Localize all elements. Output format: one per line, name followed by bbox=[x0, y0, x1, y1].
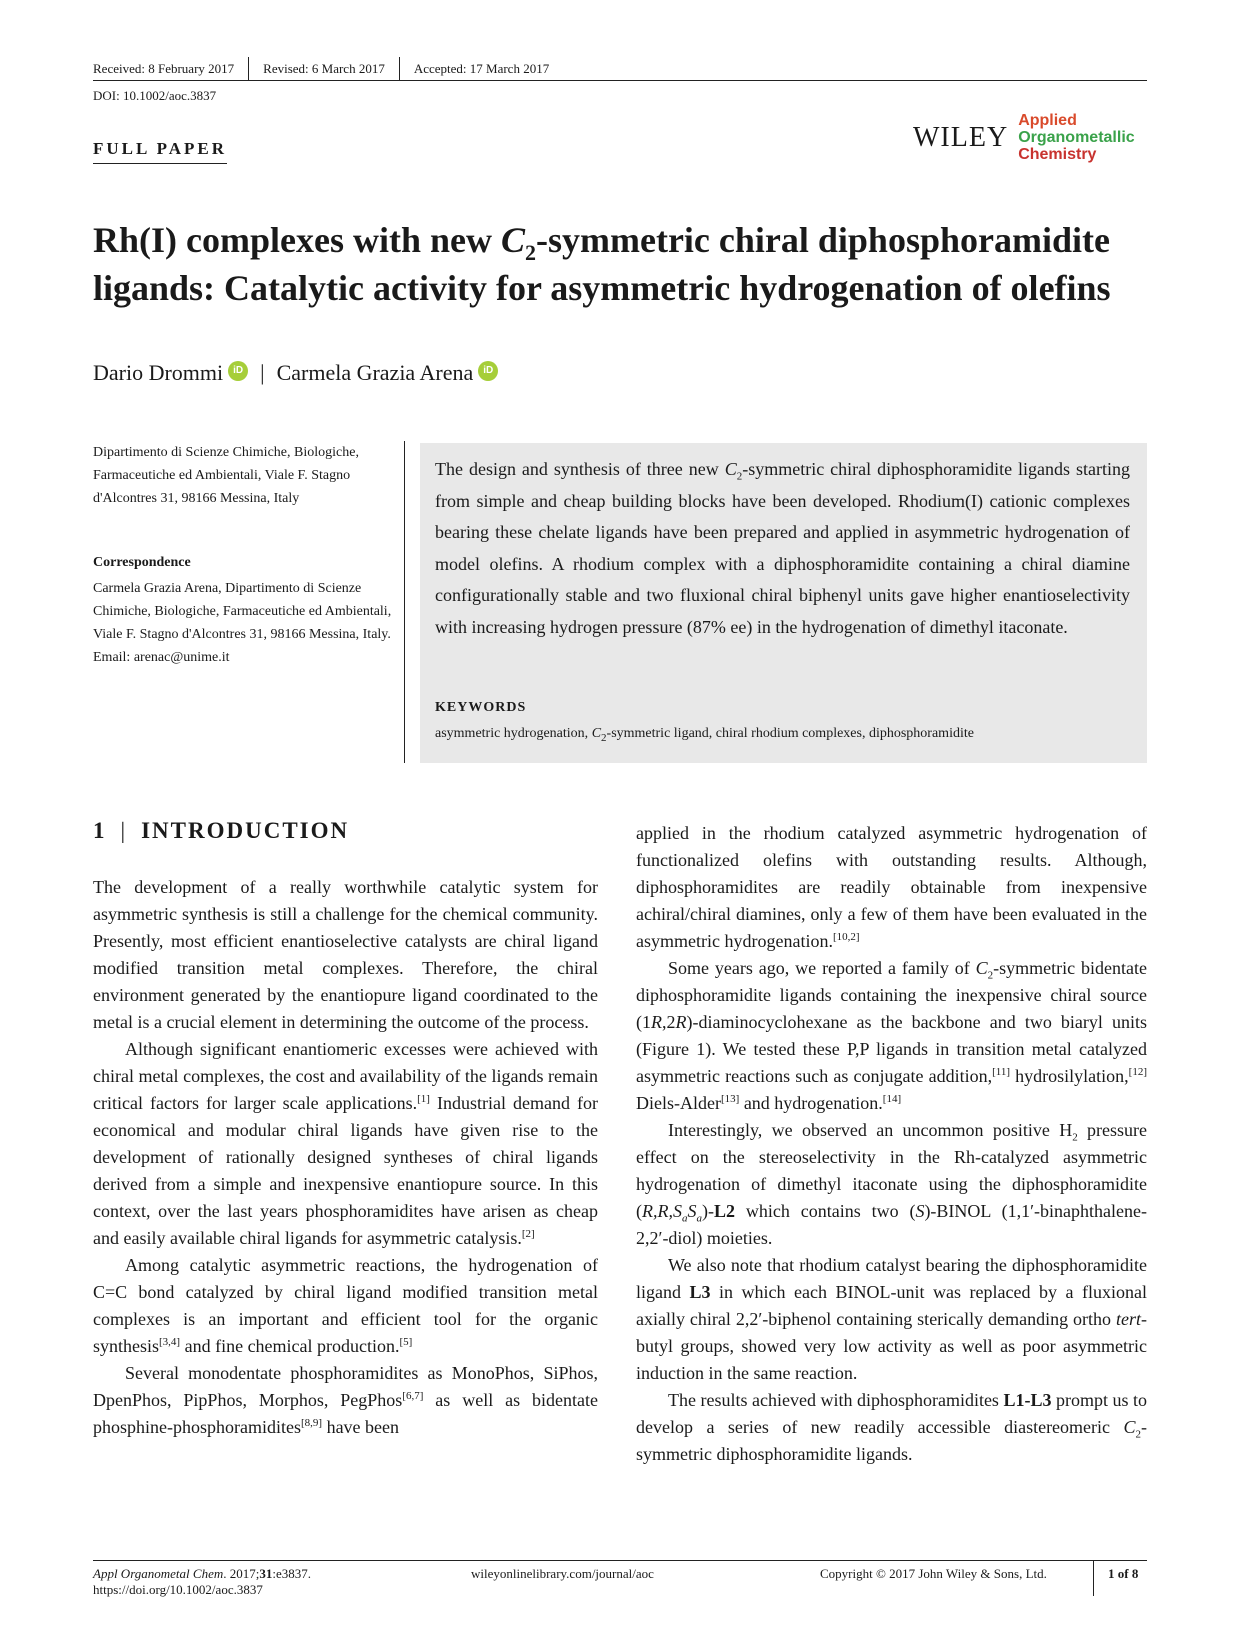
journal-logo-line3: Chemistry bbox=[1018, 146, 1097, 163]
abstract-text: The design and synthesis of three new $C_2$-symmetric chiral diphosphoramidite ligands starting from simple and cheap building blocks have been developed. Rhodium(I) cationic complexes bearing these chelate ligands have been prepared and applied in asymmetric hydrogenation of model olefins. A rhodium complex with a diphosphoramidite containing a chiral diamine configurationally stable and two fluxional chiral biphenyl units gave higher enantioselectivity with increasing hydrogen pressure (87% ee) in the hydrogenation of dimethyl itaconate. bbox=[435, 459, 1131, 637]
citation[interactable]: [11] bbox=[992, 1066, 1011, 1078]
journal-logo-line2: Organometallic bbox=[1018, 129, 1135, 146]
author-separator: | bbox=[260, 360, 265, 385]
correspondence-email[interactable]: Email: arenac@unime.it bbox=[93, 650, 230, 665]
journal-logo-line1: Applied bbox=[1018, 112, 1077, 129]
date-separator bbox=[399, 57, 400, 81]
paragraph: The results achieved with diphosphoramidites L1-L3 prompt us to develop a series of new readily accessible diastereomeric $C_2$-symmetric diphosphoramidite ligands. bbox=[636, 1390, 1147, 1464]
body-column-left bbox=[93, 874, 598, 1441]
doi[interactable]: DOI: 10.1002/aoc.3837 bbox=[93, 88, 217, 103]
footer-rule bbox=[93, 1560, 1147, 1561]
paragraph: applied in the rhodium catalyzed asymmetric hydrogenation of functionalized olefins with outstanding results. Although, diphosphoramidites are readily obtainable from inexpensive achiral/chiral diamines, only a few of them have been evaluated in the asymmetric hydrogenation.[10,2] bbox=[636, 823, 1147, 951]
paragraph: Among catalytic asymmetric reactions, the hydrogenation of C=C bond catalyzed by chiral ligand modified transition metal complexes is an important and efficient tool for the organic synthesis[3,4] and fine chemical production.[5] bbox=[93, 1255, 598, 1356]
citation[interactable]: [13] bbox=[720, 1093, 740, 1105]
footer-divider bbox=[1093, 1560, 1094, 1596]
paragraph: Interestingly, we observed an uncommon positive $H_2$ pressure effect on the stereoselectivity in the Rh-catalyzed asymmetric hydrogenation of dimethyl itaconate using the diphosphoramidite $(R,R,S_aS_a)-L2$ which contains two (S)-BINOL (1,1′-binaphthalene-2,2′-diol) moieties. bbox=[636, 1120, 1148, 1248]
footer-copyright: Copyright © 2017 John Wiley & Sons, Ltd. bbox=[820, 1566, 1047, 1581]
keywords: asymmetric hydrogenation, $C_2$-symmetric ligand, chiral rhodium complexes, diphosphoramidite bbox=[435, 726, 974, 744]
section-heading-introduction: 1 | INTRODUCTION bbox=[93, 818, 350, 843]
sidebar-divider bbox=[404, 441, 405, 763]
correspondence bbox=[93, 577, 393, 669]
citation[interactable]: [12] bbox=[1128, 1066, 1147, 1078]
footer-doi-link[interactable]: https://doi.org/10.1002/aoc.3837 bbox=[93, 1582, 263, 1597]
citation[interactable]: [5] bbox=[399, 1336, 413, 1348]
citation[interactable]: [6,7] bbox=[402, 1390, 424, 1402]
citation[interactable]: [14] bbox=[882, 1093, 902, 1105]
revised-date: Revised: 6 March 2017 bbox=[263, 61, 385, 76]
citation[interactable]: [8,9] bbox=[300, 1417, 323, 1429]
citation[interactable]: [3,4] bbox=[159, 1336, 181, 1348]
paragraph: We also note that rhodium catalyst bearing the diphosphoramidite ligand L3 in which each BINOL-unit was replaced by a fluxional axially chiral 2,2′-biphenol containing sterically demanding ortho tert-butyl groups, showed very low activity as well as poor asymmetric induction in the same reaction. bbox=[636, 1255, 1147, 1383]
footer-journal-url[interactable]: wileyonlinelibrary.com/journal/aoc bbox=[471, 1566, 654, 1581]
page-number: 1 of 8 bbox=[1108, 1566, 1139, 1581]
citation[interactable]: [1] bbox=[417, 1093, 430, 1105]
header-rule bbox=[93, 80, 1147, 81]
correspondence-address: Carmela Grazia Arena, Dipartimento di Scienze Chimiche, Biologiche, Farmaceutiche ed Ambientali, Viale F. Stagno d'Alcontres 31, 98166 Messina, Italy. bbox=[93, 581, 392, 642]
paragraph: Some years ago, we reported a family of $C_2$-symmetric bidentate diphosphoramidite ligands containing the inexpensive chiral source (1R,2R)-diaminocyclohexane as the backbone and two biaryl units (Figure 1). We tested these P,P ligands in transition metal catalyzed asymmetric reactions such as conjugate addition,[11] hydrosilylation,[12] Diels-Alder[13] and hydrogenation.[14] bbox=[636, 958, 1147, 1113]
author-1[interactable]: Dario Drommi bbox=[93, 360, 224, 385]
orcid-icon[interactable]: iD bbox=[228, 361, 248, 381]
received-date: Received: 8 February 2017 bbox=[93, 61, 235, 76]
paragraph: The development of a really worthwhile catalytic system for asymmetric synthesis is still a challenge for the chemical community. Presently, most efficient enantioselective catalysts are chiral ligand modified transition metal complexes. Therefore, the chiral environment generated by the enantiopure ligand coordinated to the metal is a crucial element in determining the outcome of the process. bbox=[93, 877, 598, 1032]
paragraph: Several monodentate phosphoramidites as MonoPhos, SiPhos, DpenPhos, PipPhos, Morphos, PegPhos[6,7] as well as bidentate phosphine-phosphoramidites[8,9] have been bbox=[93, 1363, 598, 1437]
footer-citation: Appl Organometal Chem. 2017;31:e3837. https://doi.org/10.1002/aoc.3837 bbox=[93, 1566, 311, 1597]
citation[interactable]: [10,2] bbox=[832, 931, 860, 943]
paragraph: Although significant enantiomeric excesses were achieved with chiral metal complexes, the cost and availability of the ligands remain critical factors for larger scale applications.[1] Industrial demand for economical and modular chiral ligands have given rise to the development of rationally designed syntheses of chiral ligands derived from a simple and inexpensive enantiopure source. In this context, over the last years phosphoramidites have arisen as cheap and easily available chiral ligands for asymmetric catalysis.[2] bbox=[93, 1039, 598, 1248]
wiley-logo: WILEY bbox=[913, 121, 1009, 153]
author-2[interactable]: Carmela Grazia Arena bbox=[276, 360, 474, 385]
orcid-icon[interactable]: iD bbox=[478, 361, 498, 381]
date-separator bbox=[248, 57, 249, 81]
article-title: Rh(I) complexes with new $C_2$-symmetric chiral diphosphoramidite ligands: Catalytic activity for asymmetric hydrogenation of olefins bbox=[93, 220, 1111, 308]
affiliation: Dipartimento di Scienze Chimiche, Biologiche, Farmaceutiche ed Ambientali, Viale F. Stagno d'Alcontres 31, 98166 Messina, Italy bbox=[93, 445, 359, 506]
correspondence-heading: Correspondence bbox=[93, 555, 191, 570]
publisher-logo bbox=[913, 112, 1135, 163]
body-column-right bbox=[636, 820, 1147, 1468]
abstract-box bbox=[420, 443, 1147, 763]
keywords-heading: KEYWORDS bbox=[435, 700, 527, 715]
author-list bbox=[93, 360, 498, 386]
journal-logo bbox=[1018, 112, 1134, 163]
article-type: FULL PAPER bbox=[93, 139, 227, 164]
article-dates bbox=[93, 57, 549, 81]
accepted-date: Accepted: 17 March 2017 bbox=[413, 61, 550, 76]
citation[interactable]: [2] bbox=[521, 1228, 535, 1240]
